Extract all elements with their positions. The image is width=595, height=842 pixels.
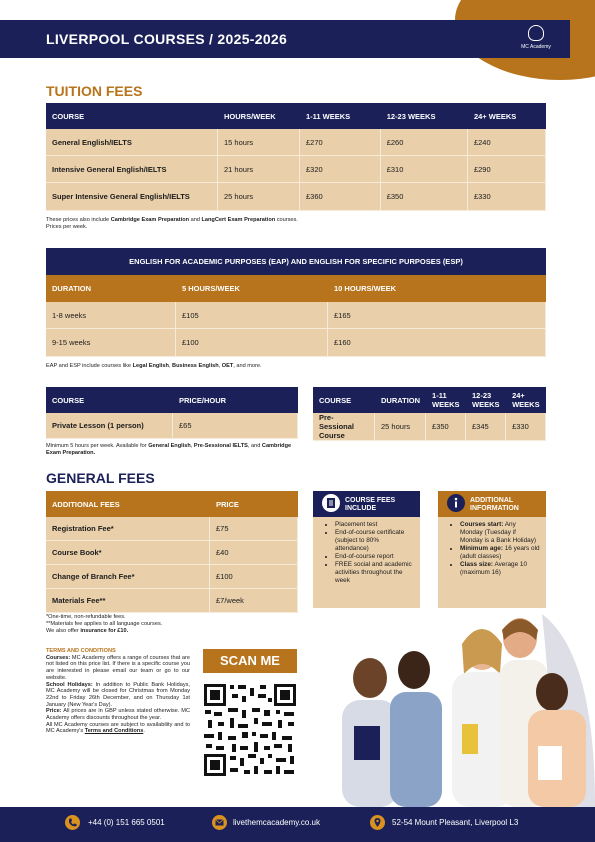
terms-price	[46, 708, 190, 721]
terms-title: TERMS AND CONDITIONS	[46, 648, 116, 654]
col-24plus: 24+ WEEKS	[506, 387, 546, 413]
qr-code[interactable]	[202, 682, 298, 778]
price: £310	[381, 156, 468, 183]
table-row	[46, 302, 546, 329]
tuition-table	[46, 103, 546, 211]
crest-icon	[528, 25, 544, 41]
student-figure	[342, 658, 398, 807]
tuition-note	[46, 217, 298, 231]
footer-phone[interactable]: +44 (0) 151 665 0501	[88, 818, 165, 827]
general-title: GENERAL FEES	[46, 470, 155, 486]
table-row	[46, 183, 546, 211]
price: £350	[381, 183, 468, 211]
col-12-23: 12-23 WEEKS	[381, 103, 468, 129]
includes-box	[313, 491, 420, 608]
price: £75	[210, 517, 298, 541]
includes-list	[313, 521, 420, 585]
phone-icon	[65, 815, 80, 830]
price: £320	[300, 156, 381, 183]
note-bold: Legal English	[132, 363, 169, 369]
price: £260	[381, 129, 468, 156]
fee-name: Change of Branch Fee*	[46, 565, 210, 589]
hours: 15 hours	[218, 129, 300, 156]
info-title: ADDITIONAL INFORMATION	[470, 497, 519, 512]
price: £345	[466, 413, 506, 441]
terms-text: MC Academy offers a range of courses that are not listed on this price list. If there is a specific course you are interested in please email our team or go to our website.	[46, 654, 190, 681]
terms-text: All MC Academy courses are subject to availability and to MC Academy's	[46, 721, 190, 735]
terms-label: School Holidays:	[46, 681, 93, 688]
note-bold: Pre-Sessional IELTS	[193, 443, 248, 449]
table-row	[46, 329, 546, 357]
list-item: • Placement test	[335, 521, 414, 529]
terms-holidays	[46, 682, 190, 709]
logo-text: MC Academy	[521, 44, 551, 50]
price: £330	[506, 413, 546, 441]
location-icon	[370, 815, 385, 830]
hours: 21 hours	[218, 156, 300, 183]
col-additional-fees: ADDITIONAL FEES	[46, 491, 210, 517]
terms-courses	[46, 655, 190, 682]
tuition-header-row	[46, 103, 546, 129]
col-price: PRICE	[210, 491, 298, 517]
info-label: Class size:	[460, 561, 494, 568]
duration: 25 hours	[375, 413, 426, 441]
terms-text: All prices are in GBP unless stated otherwise. MC Academy offers discounts throughout the year.	[46, 708, 190, 722]
duration: 1-8 weeks	[46, 302, 176, 329]
col-1-11: 1-11 WEEKS	[300, 103, 381, 129]
price: £7/week	[210, 589, 298, 613]
table-row	[46, 541, 298, 565]
list-item: • End-of-course certificate (subject to 80% attendance)	[335, 529, 414, 553]
logo	[516, 25, 556, 55]
price: £160	[328, 329, 546, 357]
col-hours: HOURS/WEEK	[218, 103, 300, 129]
note-bold: Business English	[172, 363, 219, 369]
col-price-hour: PRICE/HOUR	[173, 387, 298, 413]
terms-and-conditions	[46, 648, 190, 735]
course-name: Private Lesson (1 person)	[46, 413, 173, 439]
info-text: Any Monday (Tuesday if Monday is a Bank Holiday)	[460, 521, 537, 544]
footer-address[interactable]: 52-54 Mount Pleasant, Liverpool L3	[392, 818, 519, 827]
price: £100	[176, 329, 328, 357]
email-icon	[212, 815, 227, 830]
course-name: Intensive General English/IELTS	[46, 156, 218, 183]
col-24plus: 24+ WEEKS	[468, 103, 546, 129]
price: £350	[426, 413, 466, 441]
eap-table	[46, 248, 546, 357]
note-text: Prices per week.	[46, 224, 88, 230]
note-text: courses.	[275, 217, 298, 223]
general-table	[46, 491, 298, 613]
table-row	[313, 413, 546, 441]
terms-label: Courses:	[46, 654, 71, 661]
info-text: 16 years old (adult classes)	[460, 545, 540, 560]
table-row	[46, 517, 298, 541]
presessional-table	[313, 387, 546, 441]
col-duration: DURATION	[46, 275, 176, 302]
info-label: Minimum age:	[460, 545, 503, 552]
col-course: COURSE	[46, 387, 173, 413]
list-item: • End-of-course report	[335, 553, 414, 561]
fee-name: Materials Fee**	[46, 589, 210, 613]
fee-name: Course Book*	[46, 541, 210, 565]
col-10-hours: 10 HOURS/WEEK	[328, 275, 546, 302]
table-row	[46, 413, 298, 439]
note-bold: Cambridge Exam Preparation	[110, 217, 190, 223]
note-bold: General English	[148, 443, 191, 449]
note-bold: OET	[221, 363, 234, 369]
price: £100	[210, 565, 298, 589]
duration: 9-15 weeks	[46, 329, 176, 357]
note-text: Minimum 5 hours per week. Available for	[46, 443, 149, 449]
terms-final	[46, 722, 190, 735]
note-text: , and	[247, 443, 261, 449]
tuition-title: TUITION FEES	[46, 83, 143, 99]
col-course: COURSE	[313, 387, 375, 413]
eap-note: EAP and ESP include courses like Legal English, Business English, OET, and more.	[46, 363, 262, 369]
note-text: **Materials fee applies to all language courses.	[46, 621, 163, 627]
note-bold: LangCert Exam Preparation	[201, 217, 276, 223]
table-row	[46, 156, 546, 183]
note-text: , and more.	[233, 363, 262, 369]
info-box	[438, 491, 546, 608]
note-text: *One-time, non-refundable fees.	[46, 614, 126, 620]
list-item: • FREE social and academic activities throughout the week	[335, 561, 414, 585]
terms-text: .	[143, 728, 145, 735]
col-5-hours: 5 HOURS/WEEK	[176, 275, 328, 302]
info-text: Average 10 (maximum 16)	[460, 561, 528, 576]
hours: 25 hours	[218, 183, 300, 211]
info-icon	[447, 494, 465, 512]
course-name: General English/IELTS	[46, 129, 218, 156]
includes-title: COURSE FEES INCLUDE	[345, 497, 396, 512]
page-title: LIVERPOOL COURSES / 2025-2026	[46, 31, 288, 47]
scan-me-label: SCAN ME	[203, 649, 297, 673]
list-item	[460, 521, 540, 545]
list-item	[460, 561, 540, 577]
note-text: EAP and ESP include courses like	[46, 363, 133, 369]
price: £105	[176, 302, 328, 329]
note-bold: insurance for £10.	[80, 628, 129, 634]
general-note	[46, 614, 162, 635]
note-bold: Cambridge Exam Preparation.	[46, 443, 292, 456]
table-row	[46, 129, 546, 156]
price: £240	[468, 129, 546, 156]
students-photo	[302, 614, 595, 807]
price: £270	[300, 129, 381, 156]
note-text: and	[189, 217, 202, 223]
includes-head	[313, 491, 420, 517]
price: £165	[328, 302, 546, 329]
info-list	[438, 521, 546, 577]
price: £290	[468, 156, 546, 183]
course-name: Pre-Sessional Course	[313, 413, 375, 441]
info-head	[438, 491, 546, 517]
price: £65	[173, 413, 298, 439]
eap-title: ENGLISH FOR ACADEMIC PURPOSES (EAP) AND ENGLISH FOR SPECIFIC PURPOSES (ESP)	[46, 248, 546, 275]
terms-text: In addition to Public Bank Holidays, MC Academy will be closed for Christmas from Monday 22nd to Friday 26th December, and on Thursday 1st January (New Year's Day).	[46, 681, 190, 708]
col-duration: DURATION	[375, 387, 426, 413]
col-1-11: 1-11 WEEKS	[426, 387, 466, 413]
info-label: Courses start:	[460, 521, 504, 528]
table-row	[46, 589, 298, 613]
col-12-23: 12-23 WEEKS	[466, 387, 506, 413]
price: £330	[468, 183, 546, 211]
note-text: We also offer	[46, 628, 81, 634]
terms-label: Price:	[46, 708, 62, 715]
list-item	[460, 545, 540, 561]
private-note: Minimum 5 hours per week. Available for General English, Pre-Sessional IELTS, and Cambridge Exam Preparation.	[46, 443, 292, 456]
document-icon	[322, 494, 340, 512]
footer-website[interactable]: livethemcacademy.co.uk	[233, 818, 320, 827]
course-name: Super Intensive General English/IELTS	[46, 183, 218, 211]
fee-name: Registration Fee*	[46, 517, 210, 541]
note-text: These prices also include	[46, 217, 111, 223]
price: £360	[300, 183, 381, 211]
private-table	[46, 387, 298, 439]
price: £40	[210, 541, 298, 565]
table-row	[46, 565, 298, 589]
col-course: COURSE	[46, 103, 218, 129]
terms-link[interactable]: Terms and Conditions	[84, 728, 144, 735]
